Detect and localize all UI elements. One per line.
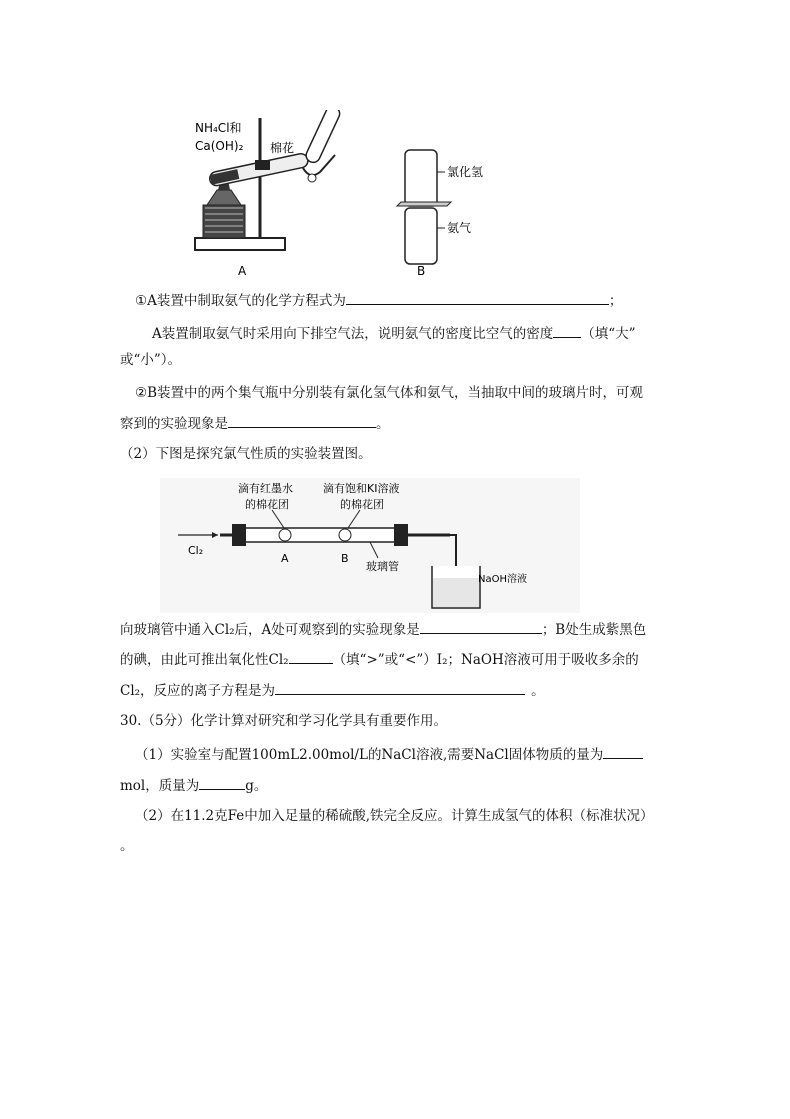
- q30-title: [120, 711, 447, 731]
- q30-s2-end-text: 。: [120, 838, 134, 854]
- label-reagent-1: NH₄Cl和: [195, 121, 242, 135]
- q1-line4: [135, 383, 643, 403]
- q1-text-5a: 察到的实验现象是: [120, 416, 228, 432]
- q1-text-1a: ①A装置中制取氨气的化学方程式为: [135, 293, 346, 309]
- answer-blank-oxidation[interactable]: [289, 649, 333, 664]
- q1-text-2a: A装置制取氨气时采用向下排空气法，说明氨气的密度比空气的密度: [152, 326, 554, 342]
- cotton-a: [279, 529, 291, 541]
- label-reagent-2: Ca(OH)₂: [195, 139, 244, 153]
- figure-chlorine-apparatus: [160, 478, 580, 613]
- answer-blank-phenomenon-a[interactable]: [420, 619, 542, 634]
- q2-intro: [120, 444, 372, 464]
- q30-s1-line1: [135, 744, 643, 765]
- q1-text-1b: ；: [608, 293, 623, 309]
- glass-plate: [397, 202, 451, 206]
- cotton-plug: [308, 174, 316, 182]
- q30-s1-text: （1）实验室与配置100mL2.00mol/L的NaCl溶液,需要NaCl固体物质的量为: [135, 747, 604, 763]
- label-nh3: 氨气: [447, 221, 472, 235]
- q1-text-4: ②B装置中的两个集气瓶中分别装有氯化氢气体和氨气，当抽取中间的玻璃片时，可观: [135, 385, 644, 401]
- answer-blank-phenomenon-b[interactable]: [228, 413, 376, 428]
- q30-s2-text: （2）在11.2克Fe中加入足量的稀硫酸,铁完全反应。计算生成氢气的体积（标准状况）: [135, 808, 654, 824]
- label-cotton: 棉花: [270, 141, 295, 155]
- answer-blank-ionic-equation[interactable]: [275, 680, 525, 695]
- q30-s2-end: [120, 836, 134, 856]
- q1-text-5b: 。: [376, 416, 390, 432]
- stopper-right: [394, 524, 408, 546]
- naoh-liquid: [433, 578, 479, 607]
- q2-line3: [120, 680, 545, 701]
- answer-blank-moles[interactable]: [603, 744, 643, 759]
- answer-blank-equation[interactable]: [346, 290, 609, 305]
- q30-s1-line2: [120, 775, 267, 796]
- q1-line5: [120, 413, 390, 434]
- label-A2: A: [281, 552, 289, 565]
- label-cl2: Cl₂: [188, 544, 204, 557]
- stand-base: [195, 238, 285, 250]
- label-B2: B: [341, 552, 349, 565]
- q30-s1b-text-a: mol，质量为: [120, 778, 200, 794]
- figure-ammonia-apparatus: [185, 110, 515, 285]
- q30-title-text: 30.（5分）化学计算对研究和学习化学具有重要作用。: [120, 713, 448, 729]
- burner: [203, 205, 245, 238]
- q1-text-2b: （填“大”: [581, 326, 636, 342]
- label-B: B: [417, 264, 426, 278]
- collection-tube: [304, 110, 342, 165]
- q2-text-3b: 。: [531, 683, 545, 699]
- q2-intro-text: （2）下图是探究氯气性质的实验装置图。: [120, 446, 372, 462]
- label-ki-2: 的棉花团: [340, 498, 384, 511]
- label-red-2: 的棉花团: [245, 498, 289, 511]
- jar-nh3: [405, 208, 445, 264]
- q30-s1b-text-b: g。: [245, 778, 268, 794]
- answer-blank-mass[interactable]: [199, 775, 245, 790]
- q2-text-3a: Cl₂，反应的离子方程是为: [120, 683, 276, 699]
- label-A: A: [238, 264, 247, 278]
- jar-hcl: [405, 150, 445, 206]
- label-hcl: 氯化氢: [447, 165, 484, 179]
- q2-text-2b: （填“>”或“<”）I₂；NaOH溶液可用于吸收多余的: [332, 652, 639, 668]
- label-naoh: NaOH溶液: [478, 574, 527, 585]
- cotton-b: [339, 529, 351, 541]
- q1-line3: [120, 350, 181, 370]
- q2-text-1b: ；B处生成紫黑色: [541, 622, 647, 638]
- q2-line2: [120, 649, 639, 670]
- glass-tube: [240, 528, 400, 542]
- label-ki-1: 滴有饱和KI溶液: [323, 482, 400, 495]
- q2-text-2a: 的碘，由此可推出氧化性Cl₂: [120, 652, 289, 668]
- q2-text-1a: 向玻璃管中通入Cl₂后，A处可观察到的实验现象是: [120, 622, 420, 638]
- stopper-left: [232, 524, 246, 546]
- label-red-1: 滴有红墨水: [238, 482, 293, 495]
- q2-line1: [120, 619, 646, 640]
- answer-blank-density[interactable]: [553, 323, 581, 338]
- q1-text-3: 或“小”）。: [120, 352, 182, 368]
- q1-line2: [152, 323, 636, 344]
- label-tube: 玻璃管: [366, 560, 399, 573]
- q30-s2: [135, 806, 654, 826]
- q1-line1: [135, 290, 622, 311]
